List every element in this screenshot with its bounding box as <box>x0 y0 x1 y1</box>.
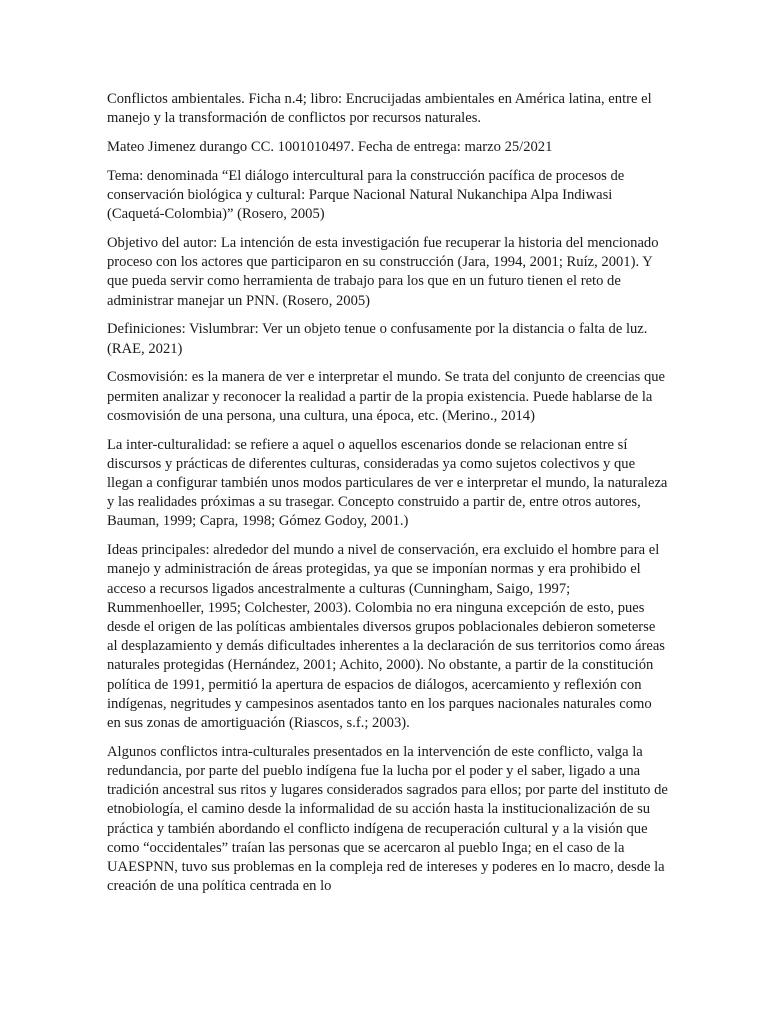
paragraph-conflictos: Algunos conflictos intra-culturales presentados en la intervención de este conflicto, valga la redundancia, por parte del pueblo indígena fue la lucha por el poder y el saber, ligado a una tradición ancestral sus ritos y lugares considerados sagrados para ellos; por parte del instituto de etnobiología, el camino desde la informalidad de su acción hasta la institucionalización de su práctica y también abordando el conflicto indígena de recuperación cultural y a la visión que como “occidentales” traían las personas que se acercaron al pueblo Inga; en el caso de la UAESPNN, tuvo sus problemas en la compleja red de intereses y poderes en lo macro, desde la creación de una política centrada en lo <box>107 743 668 895</box>
paragraph-objetivo: Objetivo del autor: La intención de esta investigación fue recuperar la historia del mencionado proceso con los actores que participaron en su construcción (Jara, 1994, 2001; Ruíz, 2001). Y que pueda servir como herramienta de trabajo para los que en un futuro tienen el reto de administrar manejar un PNN. (Rosero, 2005) <box>107 235 659 309</box>
paragraph-cosmovision: Cosmovisión: es la manera de ver e interpretar el mundo. Se trata del conjunto de creencias que permiten analizar y reconocer la realidad a partir de la propia existencia. Puede hablarse de la cosmovisión de una persona, una cultura, una época, etc. (Merino., 2014) <box>107 369 666 424</box>
paragraph-definiciones: Definiciones: Vislumbrar: Ver un objeto tenue o confusamente por la distancia o falta de luz. (RAE, 2021) <box>107 321 648 357</box>
paragraph-interculturalidad: La inter-culturalidad: se refiere a aquel o aquellos escenarios donde se relacionan entre sí discursos y prácticas de diferentes culturas, consideradas ya como sujetos colectivos y que llegan a configurar también unos modos particulares de ver e interpretar el mundo, la naturaleza y las realidades próximas a su trasegar. Concepto construido a partir de, entre otros autores, Bauman, 1999; Capra, 1998; Gómez Godoy, 2001.) <box>107 436 668 530</box>
document-heading: Conflictos ambientales. Ficha n.4; libro: Encrucijadas ambientales en América latina, entre el manejo y la transformación de conflictos por recursos naturales. <box>107 91 652 127</box>
paragraph-ideas-principales: Ideas principales: alrededor del mundo a nivel de conservación, era excluido el hombre para el manejo y administración de áreas protegidas, ya que se imponían normas y era prohibido el acceso a recursos ligados ancestralmente a culturas (Cunningham, Saigo, 1997; Rummenhoeller, 1995; Colchester, 2003). Colombia no era ninguna excepción de esto, pues desde el origen de las políticas ambientales diversos grupos poblacionales debieron someterse al desplazamiento y demás dificultades inherentes a la declaración de sus territorios como áreas naturales protegidas (Hernández, 2001; Achito, 2000). No obstante, a partir de la constitución política de 1991, permitió la apertura de espacios de diálogos, acercamiento y reflexión con indígenas, negritudes y campesinos asentados tanto en los parques nacionales naturales como en sus zonas de amortiguación (Riascos, s.f.; 2003). <box>107 542 665 732</box>
paragraph-tema: Tema: denominada “El diálogo intercultural para la construcción pacífica de procesos de conservación biológica y cultural: Parque Nacional Natural Nukanchipa Alpa Indiwasi (Caquetá-Colombia)” (Rosero, 2005) <box>107 167 625 223</box>
author-line: Mateo Jimenez durango CC. 1001010497. Fecha de entrega: marzo 25/2021 <box>107 139 553 155</box>
